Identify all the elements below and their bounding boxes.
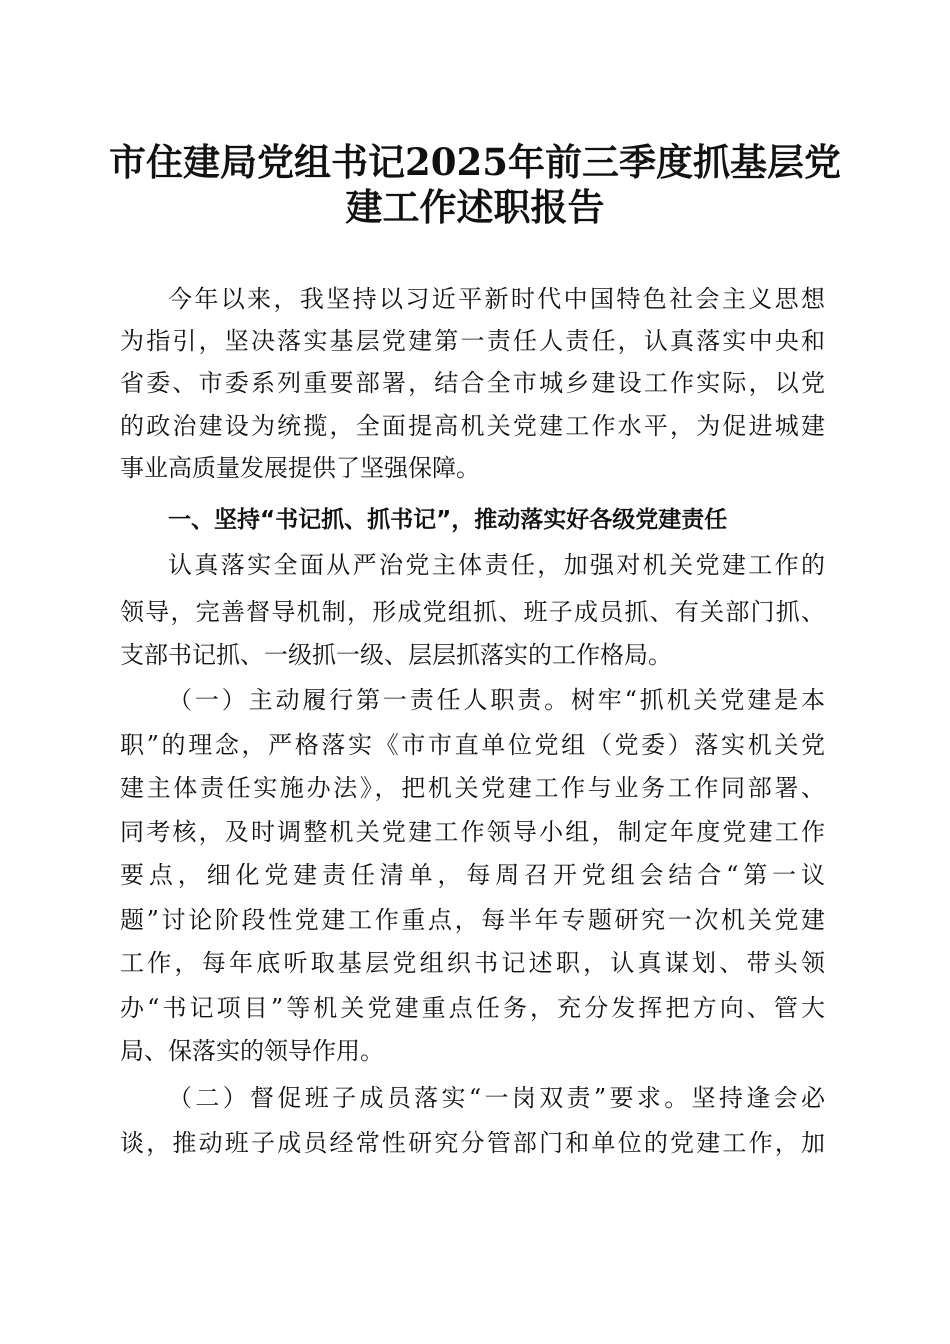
paragraph-line: 谈，推动班子成员经常性研究分管部门和单位的党建工作，加 — [120, 1129, 825, 1157]
subsection-line: （一）主动履行第一责任人职责。树牢“抓机关党建是本 — [168, 686, 825, 714]
document-title-line-2: 建工作述职报告 — [345, 185, 605, 229]
paragraph-line: 题”讨论阶段性党建工作重点，每半年专题研究一次机关党建 — [120, 906, 825, 934]
paragraph-line: 认真落实全面从严治党主体责任，加强对机关党建工作的 — [168, 551, 825, 579]
section-heading: 一、坚持“书记抓、抓书记”，推动落实好各级党建责任 — [168, 507, 728, 533]
document-title-line-1: 市住建局党组书记2025年前三季度抓基层党 — [109, 140, 841, 184]
paragraph-line: 工作，每年底听取基层党组织书记述职，认真谋划、带头领 — [120, 949, 825, 977]
subsection-line: （二）督促班子成员落实“一岗双责”要求。坚持逢会必 — [168, 1084, 825, 1112]
paragraph-line: 要点，细化党建责任清单，每周召开党组会结合“第一议 — [120, 861, 825, 889]
paragraph-line: 为指引，坚决落实基层党建第一责任人责任，认真落实中央和 — [120, 327, 825, 355]
paragraph-line: 事业高质量发展提供了坚强保障。 — [120, 454, 480, 482]
paragraph-line: 办“书记项目”等机关党建重点任务，充分发挥把方向、管大 — [120, 994, 825, 1022]
paragraph-line: 领导，完善督导机制，形成党组抓、班子成员抓、有关部门抓、 — [120, 598, 825, 626]
paragraph-line: 省委、市委系列重要部署，结合全市城乡建设工作实际，以党 — [120, 369, 825, 397]
paragraph-line: 职”的理念，严格落实《市市直单位党组（党委）落实机关党 — [120, 731, 825, 759]
paragraph-line: 的政治建设为统揽，全面提高机关党建工作水平，为促进城建 — [120, 412, 825, 440]
paragraph-line: 局、保落实的领导作用。 — [120, 1037, 384, 1065]
paragraph-line: 建主体责任实施办法》，把机关党建工作与业务工作同部署、 — [120, 774, 825, 802]
paragraph-line: 支部书记抓、一级抓一级、层层抓落实的工作格局。 — [120, 641, 672, 669]
paragraph-line: 同考核，及时调整机关党建工作领导小组，制定年度党建工作 — [120, 818, 825, 846]
paragraph-line: 今年以来，我坚持以习近平新时代中国特色社会主义思想 — [168, 285, 825, 313]
